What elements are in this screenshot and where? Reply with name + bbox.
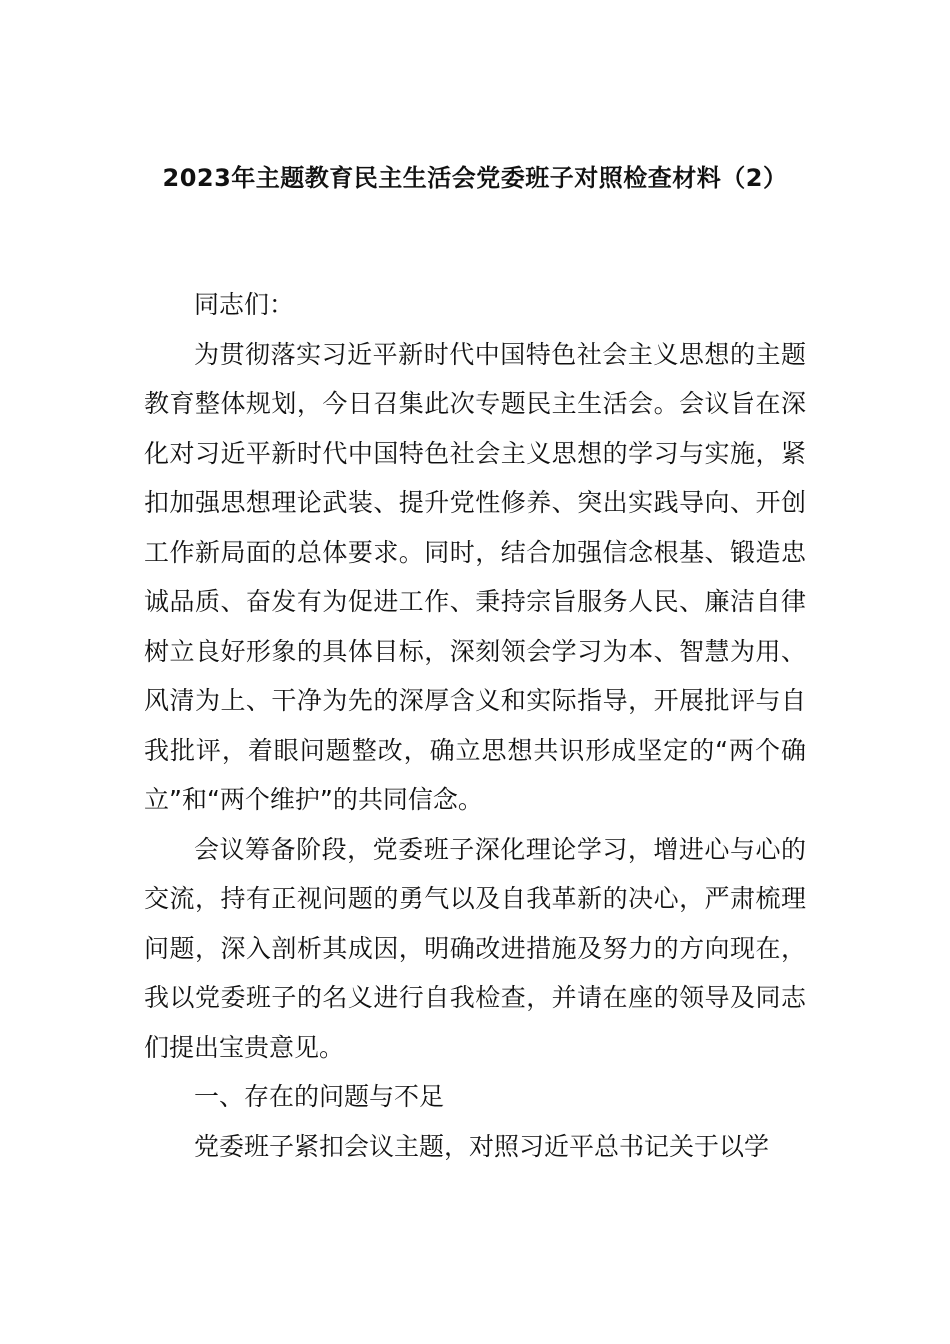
paragraph-intro: 为贯彻落实习近平新时代中国特色社会主义思想的主题教育整体规划，今日召集此次专题民主生活会。会议旨在深化对习近平新时代中国特色社会主义思想的学习与实施，紧扣加强思想理论武装、提升党性修养、突出实践导向、开创工作新局面的总体要求。同时，结合加强信念根基、锻造忠诚品质、奋发有为促进工作、秉持宗旨服务人民、廉洁自律树立良好形象的具体目标，深刻领会学习为本、智慧为用、风清为上、干净为先的深厚含义和实际指导，开展批评与自我批评，着眼问题整改，确立思想共识形成坚定的“两个确立”和“两个维护”的共同信念。 — [144, 339, 806, 814]
paragraph-preparation: 会议筹备阶段，党委班子深化理论学习，增进心与心的交流，持有正视问题的勇气以及自我革新的决心，严肃梳理问题，深入剖析其成因，明确改进措施及努力的方向现在，我以党委班子的名义进行自我检查，并请在座的领导及同志们提出宝贵意见。 — [144, 834, 806, 1062]
document-body — [144, 280, 806, 1171]
section-heading: 一、存在的问题与不足 — [194, 1082, 445, 1111]
paragraph-section-start: 党委班子紧扣会议主题，对照习近平总书记关于以学 — [194, 1131, 770, 1161]
salutation: 同志们： — [194, 290, 295, 319]
document-title: 2023年主题教育民主生活会党委班子对照检查材料（2） — [162, 164, 788, 192]
